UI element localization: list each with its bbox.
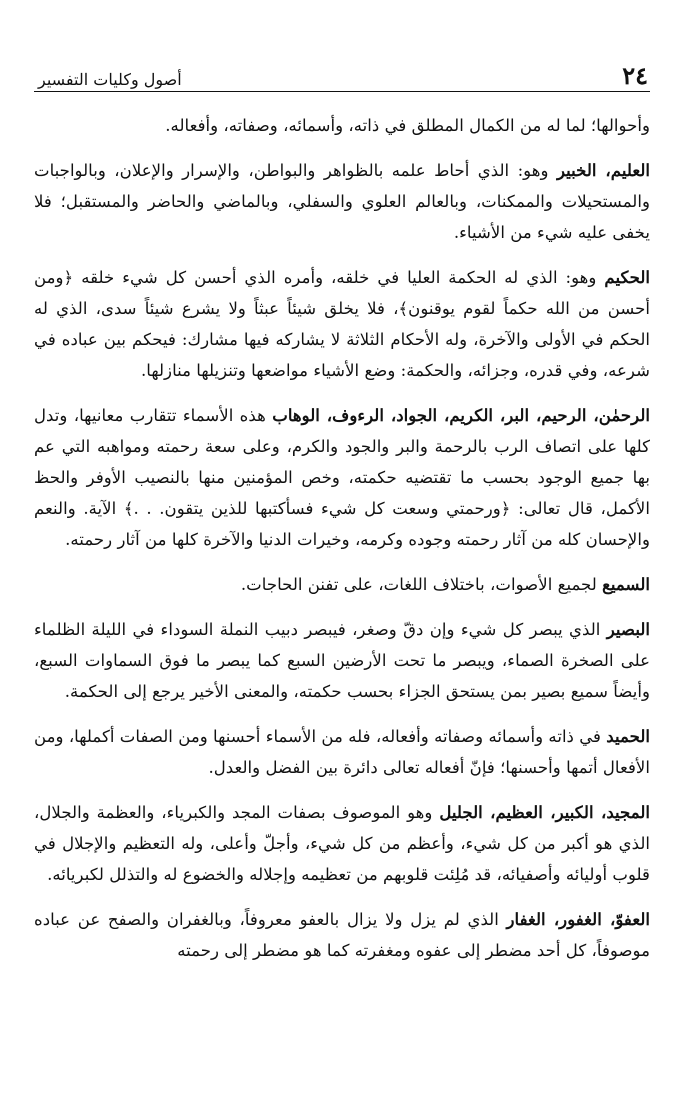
paragraph-intro (34, 110, 650, 143)
page-header (34, 54, 650, 92)
paragraph-text: الذي يبصر كل شيء وإن دقّ وصغر، فيبصر دبيب النملة السوداء في الليلة الظلماء على الصخرة الصماء، ويبصر ما تحت الأرضين السبع كما يبصر ما فوق السماوات السبع، وأيضاً سميع بصير بمن يستحق الجزاء بحسب حكمته، والمعنى الأخير يرجع إلى الحكمة. (34, 620, 650, 701)
paragraph-text: وهو الموصوف بصفات المجد والكبرياء، والعظمة والجلال، الذي هو أكبر من كل شيء، وأعظم من كل شيء، وأجلّ وأعلى، وله التعظيم والإجلال في قلوب أوليائه وأصفيائه، قد مُلِئت قلوبهم من تعظيمه وإجلاله والخضوع له والتذلل لكبريائه. (34, 803, 650, 884)
paragraph-text: هذه الأسماء تتقارب معانيها، وتدل كلها على اتصاف الرب بالرحمة والبر والجود والكرم، وعلى سعة رحمته ومواهبه التي عم بها جميع الوجود بحسب ما تقتضيه حكمته، وخص المؤمنين منها بالنصيب الأوفر والحظ الأكمل، قال تعالى: ﴿ورحمتي وسعت كل شيء فسأكتبها للذين يتقون. . .﴾ الآية. والنعم والإحسان كله من آثار رحمته وجوده وكرمه، وخيرات الدنيا والآخرة كلها من آثار رحمته. (34, 406, 650, 549)
paragraph-rahman-rahim (34, 395, 650, 557)
paragraph-text: في ذاته وأسمائه وصفاته وأفعاله، فله من الأسماء أحسنها ومن الصفات أكملها، ومن الأفعال أتمها وأحسنها؛ فإنّ أفعاله تعالى دائرة بين الفضل والعدل. (34, 727, 650, 777)
paragraph-term: الحميد (606, 726, 650, 746)
paragraph-samee (34, 564, 650, 602)
paragraph-text: وهو: الذي أحاط علمه بالظواهر والبواطن، والإسرار والإعلان، وبالواجبات والمستحيلات والممكنات، وبالعالم العلوي والسفلي، وبالماضي والحاضر والمستقبل؛ فلا يخفى عليه شيء من الأشياء. (34, 161, 650, 242)
paragraph-term: البصير (606, 619, 650, 639)
paragraph-text: لجميع الأصوات، باختلاف اللغات، على تفنن الحاجات. (240, 575, 603, 594)
paragraph-afuw-ghafoor (34, 899, 650, 968)
paragraph-term: الرحمٰن، الرحيم، البر، الكريم، الجواد، الرءوف، الوهاب (272, 405, 650, 425)
page-number: ٢٤ (622, 61, 648, 90)
paragraph-hameed (34, 716, 650, 785)
paragraph-text: وهو: الذي له الحكمة العليا في خلقه، وأمره الذي أحسن كل شيء خلقه ﴿ومن أحسن من الله حكماً لقوم يوقنون﴾، فلا يخلق شيئاً عبثاً ولا يشرع شيئاً سدى، الذي له الحكم في الأولى والآخرة، وله الأحكام الثلاثة لا يشاركه فيها مشارك: فيحكم بين عباده في شرعه، وفي قدره، وجزائه، والحكمة: وضع الأشياء مواضعها وتنزيلها منازلها. (34, 268, 650, 380)
paragraph-alim-khabir (34, 150, 650, 250)
paragraph-majeed-kabeer (34, 792, 650, 892)
page-body (34, 110, 650, 968)
paragraph-hakim (34, 257, 650, 388)
running-title: أصول وكليات التفسير (38, 70, 182, 89)
paragraph-term: المجيد، الكبير، العظيم، الجليل (439, 802, 651, 822)
paragraph-text: وأحوالها؛ لما له من الكمال المطلق في ذاته، وأسمائه، وصفاته، وأفعاله. (165, 116, 650, 135)
paragraph-text: الذي لم يزل ولا يزال بالعفو معروفاً، وبالغفران والصفح عن عباده موصوفاً، كل أحد مضطر إلى عفوه ومغفرته كما هو مضطر إلى رحمته (34, 910, 650, 960)
paragraph-term: الحكيم (604, 267, 650, 287)
paragraph-baseer (34, 609, 650, 709)
paragraph-term: العليم، الخبير (556, 160, 650, 180)
paragraph-term: العفوّ، الغفور، الغفار (506, 909, 650, 929)
paragraph-term: السميع (602, 574, 650, 594)
